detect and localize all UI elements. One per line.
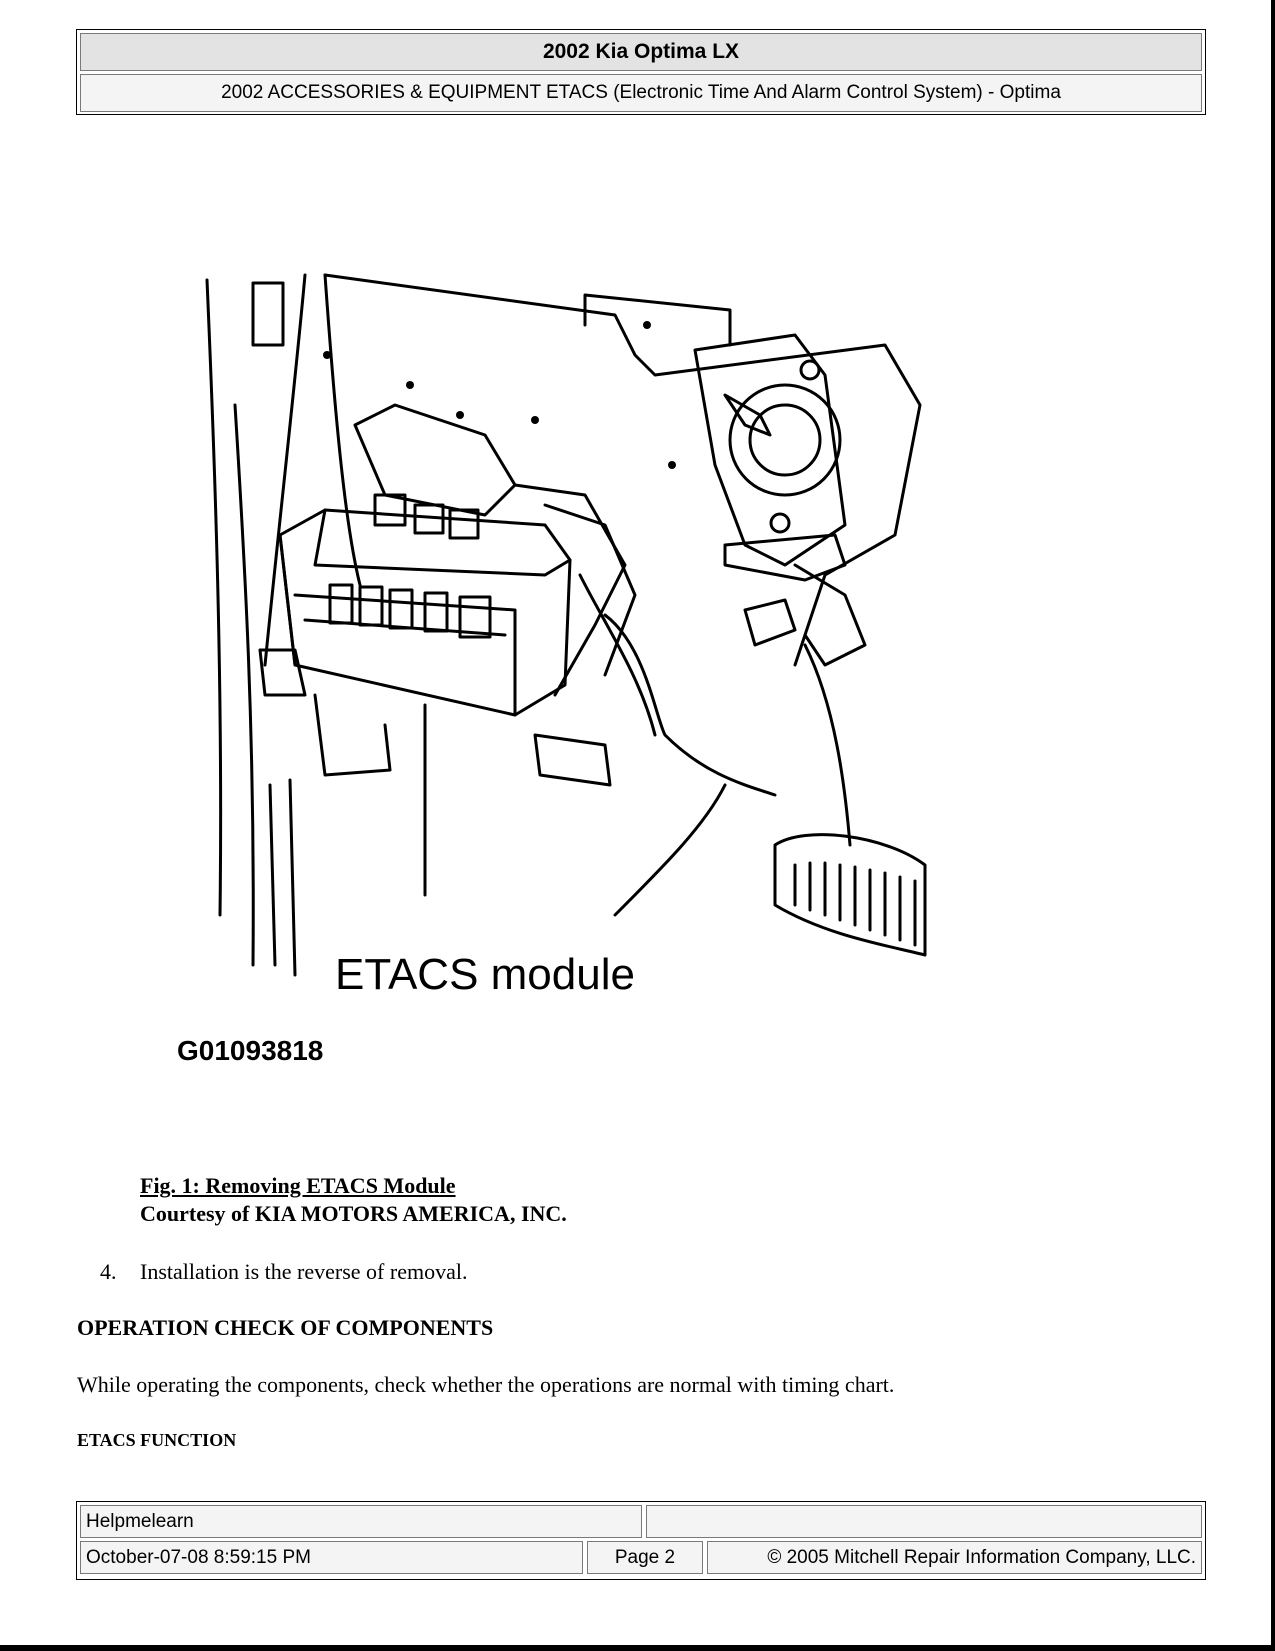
list-item [100, 1259, 467, 1285]
page-header [76, 29, 1206, 115]
footer-page-number: Page 2 [587, 1541, 703, 1574]
figure-caption-title: Fig. 1: Removing ETACS Module [140, 1173, 456, 1198]
section-subheading: ETACS FUNCTION [77, 1430, 237, 1450]
footer-copyright: © 2005 Mitchell Repair Information Company, LLC. [707, 1541, 1202, 1574]
etacs-module-label: ETACS module [335, 950, 635, 999]
figure-caption-courtesy: Courtesy of KIA MOTORS AMERICA, INC. [140, 1201, 567, 1226]
section-paragraph: While operating the components, check whether the operations are normal with timing chart. [77, 1372, 895, 1397]
etacs-line-drawing [185, 265, 985, 985]
etacs-removal-figure [177, 265, 985, 1085]
figure-caption [140, 1172, 567, 1228]
document-subtitle: 2002 ACCESSORIES & EQUIPMENT ETACS (Electronic Time And Alarm Control System) - Optima [80, 74, 1202, 112]
section-heading: OPERATION CHECK OF COMPONENTS [77, 1315, 494, 1340]
footer-empty-cell [646, 1505, 1202, 1538]
page-footer [76, 1501, 1206, 1580]
document-title: 2002 Kia Optima LX [80, 33, 1202, 71]
footer-timestamp: October-07-08 8:59:15 PM [80, 1541, 583, 1574]
footer-source: Helpmelearn [80, 1505, 642, 1538]
step-text: Installation is the reverse of removal. [140, 1259, 468, 1284]
figure-image-code: G01093818 [177, 1035, 324, 1066]
step-number: 4. [100, 1259, 117, 1284]
